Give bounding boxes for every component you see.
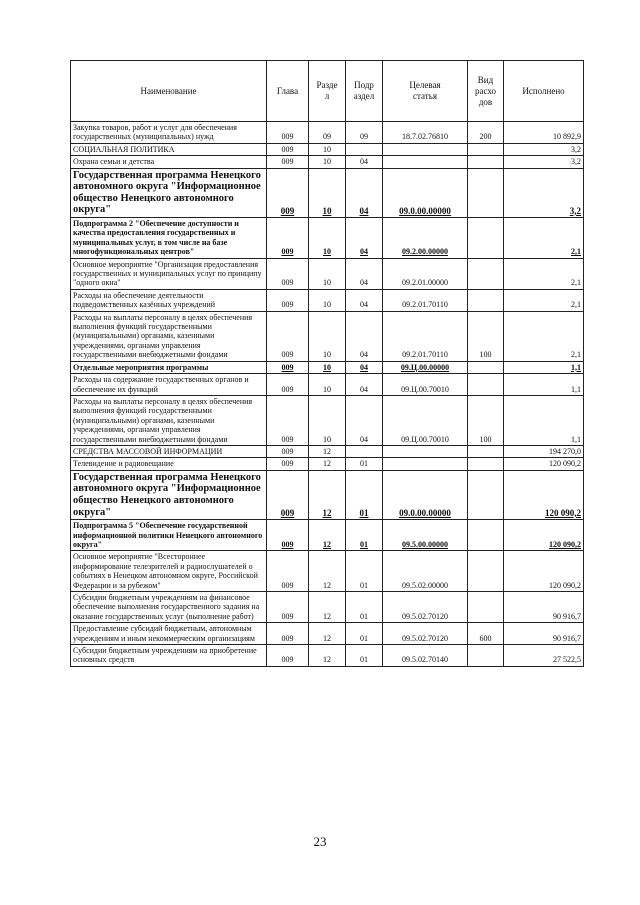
cell-razdel: 12	[309, 645, 346, 667]
cell-podrazdel: 04	[346, 156, 383, 168]
cell-target	[383, 156, 468, 168]
cell-executed: 1,1	[504, 395, 584, 445]
page-number: 23	[313, 834, 327, 849]
cell-executed: 3,2	[504, 168, 584, 217]
cell-razdel: 10	[309, 156, 346, 168]
header-razdel: Разде л	[309, 61, 346, 122]
table-row	[71, 168, 584, 217]
cell-executed: 10 892,9	[504, 122, 584, 144]
cell-executed: 120 090,2	[504, 458, 584, 470]
table-row	[71, 623, 584, 645]
cell-vid	[468, 445, 504, 457]
table-row	[71, 645, 584, 667]
cell-razdel: 12	[309, 591, 346, 622]
cell-podrazdel: 01	[346, 645, 383, 667]
cell-name: Государственная программа Ненецкого автономного округа "Информационное общество Ненецкого автономного округа"	[71, 470, 267, 519]
cell-target: 09.0.00.00000	[383, 470, 468, 519]
cell-podrazdel: 04	[346, 289, 383, 311]
cell-glava: 009	[267, 591, 309, 622]
cell-executed: 90 916,7	[504, 623, 584, 645]
cell-executed: 2,1	[504, 311, 584, 361]
cell-vid	[468, 591, 504, 622]
cell-podrazdel: 09	[346, 122, 383, 144]
cell-target: 09.5.02.70140	[383, 645, 468, 667]
header-target: Целевая статья	[383, 61, 468, 122]
cell-executed: 2,1	[504, 289, 584, 311]
cell-name: Охрана семьи и детства	[71, 156, 267, 168]
table-row	[71, 520, 584, 551]
cell-glava: 009	[267, 311, 309, 361]
cell-podrazdel: 01	[346, 591, 383, 622]
cell-glava: 009	[267, 470, 309, 519]
cell-podrazdel: 04	[346, 168, 383, 217]
cell-glava: 009	[267, 122, 309, 144]
cell-glava: 009	[267, 645, 309, 667]
cell-vid: 100	[468, 395, 504, 445]
cell-razdel: 12	[309, 551, 346, 592]
cell-executed: 120 090,2	[504, 551, 584, 592]
cell-target: 09.Ц.00.70010	[383, 374, 468, 396]
cell-name: Основное мероприятие "Организация предоставления государственных и муниципальных услуг по принципу "одного окна"	[71, 258, 267, 289]
cell-target	[383, 143, 468, 155]
cell-podrazdel: 01	[346, 623, 383, 645]
cell-glava: 009	[267, 258, 309, 289]
cell-razdel: 10	[309, 218, 346, 259]
cell-name: Отдельные мероприятия программы	[71, 361, 267, 373]
cell-vid	[468, 218, 504, 259]
table-row	[71, 311, 584, 361]
table-row	[71, 445, 584, 457]
cell-executed: 1,1	[504, 374, 584, 396]
cell-name: Расходы на содержание государственных органов и обеспечение их функций	[71, 374, 267, 396]
cell-podrazdel: 04	[346, 395, 383, 445]
cell-razdel: 10	[309, 168, 346, 217]
cell-name: Основное мероприятие "Всестороннее информирование телезрителей и радиослушателей о событиях в Ненецком автономном округе, Российской Федерации и за рубежом"	[71, 551, 267, 592]
table-row	[71, 470, 584, 519]
cell-target	[383, 445, 468, 457]
cell-razdel: 10	[309, 143, 346, 155]
cell-vid	[468, 156, 504, 168]
header-podrazdel: Подр аздел	[346, 61, 383, 122]
cell-glava: 009	[267, 374, 309, 396]
cell-name: СОЦИАЛЬНАЯ ПОЛИТИКА	[71, 143, 267, 155]
cell-executed: 194 270,0	[504, 445, 584, 457]
cell-razdel: 10	[309, 311, 346, 361]
cell-vid	[468, 458, 504, 470]
cell-podrazdel: 01	[346, 520, 383, 551]
table-header-row	[71, 61, 584, 122]
cell-razdel: 12	[309, 445, 346, 457]
cell-executed: 120 090,2	[504, 520, 584, 551]
cell-glava: 009	[267, 289, 309, 311]
cell-razdel: 10	[309, 258, 346, 289]
cell-vid	[468, 551, 504, 592]
cell-podrazdel	[346, 143, 383, 155]
cell-glava: 009	[267, 168, 309, 217]
table-row	[71, 591, 584, 622]
cell-name: Субсидии бюджетным учреждениям на приобретение основных средств	[71, 645, 267, 667]
cell-glava: 009	[267, 623, 309, 645]
cell-name: Государственная программа Ненецкого автономного округа "Информационное общество Ненецкого автономного округа"	[71, 168, 267, 217]
cell-glava: 009	[267, 156, 309, 168]
cell-glava: 009	[267, 520, 309, 551]
cell-name: Телевидение и радиовещание	[71, 458, 267, 470]
cell-razdel: 10	[309, 374, 346, 396]
cell-executed: 2,1	[504, 258, 584, 289]
table-row	[71, 289, 584, 311]
table-row	[71, 258, 584, 289]
cell-target: 09.5.02.00000	[383, 551, 468, 592]
cell-vid	[468, 168, 504, 217]
cell-razdel: 10	[309, 361, 346, 373]
cell-vid	[468, 361, 504, 373]
table-row	[71, 458, 584, 470]
cell-podrazdel: 01	[346, 470, 383, 519]
table-row	[71, 551, 584, 592]
cell-target: 09.5.02.70120	[383, 623, 468, 645]
cell-razdel: 10	[309, 395, 346, 445]
cell-target: 09.2.01.70110	[383, 311, 468, 361]
table-row	[71, 374, 584, 396]
cell-target	[383, 458, 468, 470]
cell-podrazdel	[346, 445, 383, 457]
cell-razdel: 12	[309, 623, 346, 645]
cell-glava: 009	[267, 395, 309, 445]
cell-target: 09.2.01.00000	[383, 258, 468, 289]
header-name: Наименование	[71, 61, 267, 122]
cell-vid	[468, 470, 504, 519]
cell-podrazdel: 04	[346, 258, 383, 289]
cell-glava: 009	[267, 143, 309, 155]
cell-podrazdel: 01	[346, 551, 383, 592]
cell-razdel: 12	[309, 470, 346, 519]
cell-podrazdel: 01	[346, 458, 383, 470]
cell-target: 09.Ц.00.70010	[383, 395, 468, 445]
header-glava: Глава	[267, 61, 309, 122]
cell-name: Закупка товаров, работ и услуг для обеспечения государственных (муниципальных) нужд	[71, 122, 267, 144]
cell-vid: 100	[468, 311, 504, 361]
table-row	[71, 218, 584, 259]
cell-podrazdel: 04	[346, 311, 383, 361]
cell-podrazdel: 04	[346, 361, 383, 373]
table-row	[71, 361, 584, 373]
cell-glava: 009	[267, 551, 309, 592]
cell-glava: 009	[267, 445, 309, 457]
cell-razdel: 12	[309, 458, 346, 470]
cell-glava: 009	[267, 361, 309, 373]
cell-name: Субсидии бюджетным учреждениям на финансовое обеспечение выполнения государственного задания на оказание государственных услуг (выполнение работ)	[71, 591, 267, 622]
cell-target: 18.7.02.76810	[383, 122, 468, 144]
cell-glava: 009	[267, 218, 309, 259]
cell-vid	[468, 143, 504, 155]
table-row	[71, 156, 584, 168]
cell-vid	[468, 645, 504, 667]
table-body	[71, 122, 584, 667]
cell-executed: 120 090,2	[504, 470, 584, 519]
cell-executed: 3,2	[504, 156, 584, 168]
cell-glava: 009	[267, 458, 309, 470]
cell-target: 09.2.01.70110	[383, 289, 468, 311]
cell-name: Расходы на обеспечение деятельности подведомственных казённых учреждений	[71, 289, 267, 311]
cell-name: Расходы на выплаты персоналу в целях обеспечения выполнения функций государственными (муниципальными) органами, казенными учреждениями, органами управления государственными внебюджетными фондами	[71, 395, 267, 445]
cell-target: 09.5.02.70120	[383, 591, 468, 622]
cell-name: Подпрограмма 2 "Обеспечение доступности и качества предоставления государственных и муниципальных услуг, в том числе на базе многофункциональных центров"	[71, 218, 267, 259]
cell-podrazdel: 04	[346, 218, 383, 259]
cell-executed: 90 916,7	[504, 591, 584, 622]
cell-target: 09.0.00.00000	[383, 168, 468, 217]
cell-executed: 2,1	[504, 218, 584, 259]
cell-vid	[468, 520, 504, 551]
cell-vid: 600	[468, 623, 504, 645]
cell-executed: 27 522,5	[504, 645, 584, 667]
cell-razdel: 09	[309, 122, 346, 144]
cell-razdel: 10	[309, 289, 346, 311]
table-row	[71, 143, 584, 155]
header-vid: Вид расхо дов	[468, 61, 504, 122]
cell-name: Предоставление субсидий бюджетным, автономным учреждениям и иным некоммерческим организациям	[71, 623, 267, 645]
table-row	[71, 122, 584, 144]
budget-table	[70, 60, 584, 667]
cell-razdel: 12	[309, 520, 346, 551]
cell-vid: 200	[468, 122, 504, 144]
cell-target: 09.Ц.00.00000	[383, 361, 468, 373]
cell-executed: 3,2	[504, 143, 584, 155]
cell-vid	[468, 258, 504, 289]
cell-name: СРЕДСТВА МАССОВОЙ ИНФОРМАЦИИ	[71, 445, 267, 457]
header-executed: Исполнено	[504, 61, 584, 122]
cell-vid	[468, 374, 504, 396]
cell-vid	[468, 289, 504, 311]
cell-name: Подпрограмма 5 "Обеспечение государственной информационной политики Ненецкого автономного округа"	[71, 520, 267, 551]
cell-name: Расходы на выплаты персоналу в целях обеспечения выполнения функций государственными (муниципальными) органами, казенными учреждениями, органами управления государственными внебюджетными фондами	[71, 311, 267, 361]
table-row	[71, 395, 584, 445]
cell-executed: 1,1	[504, 361, 584, 373]
cell-target: 09.5.00.00000	[383, 520, 468, 551]
cell-target: 09.2.00.00000	[383, 218, 468, 259]
cell-podrazdel: 04	[346, 374, 383, 396]
